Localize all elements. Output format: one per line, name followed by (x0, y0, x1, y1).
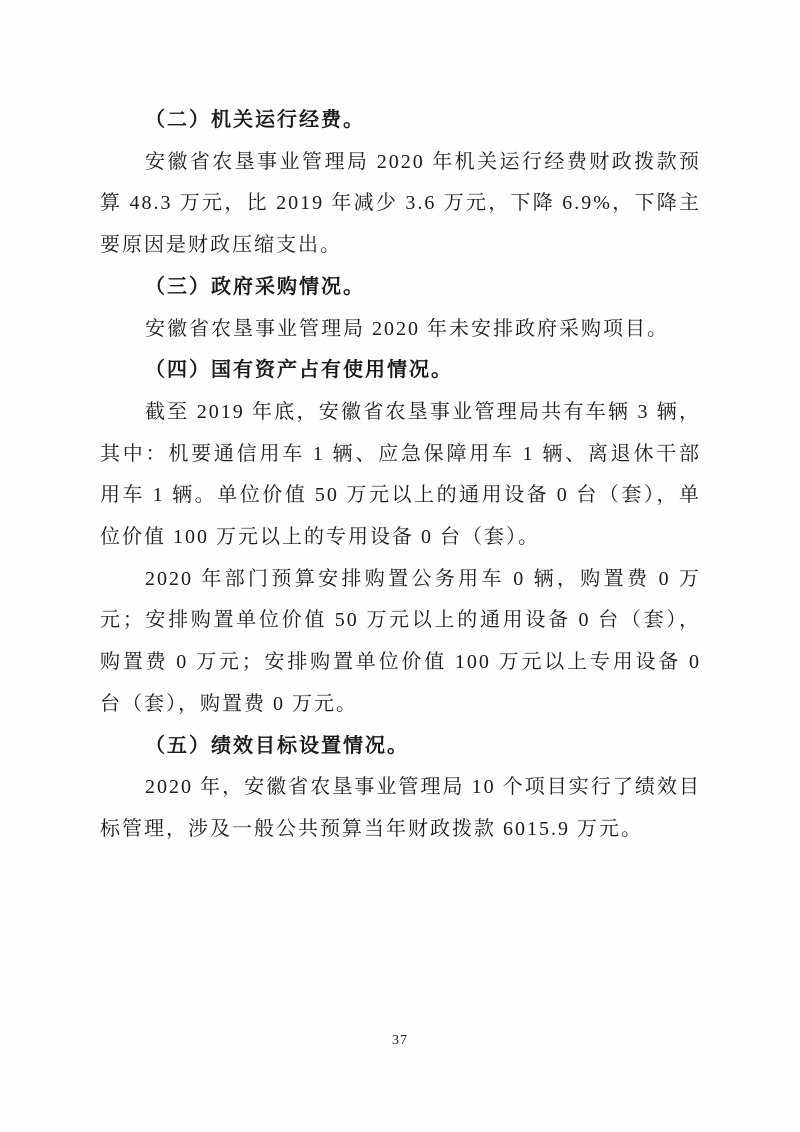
paragraph-government-procurement: 安徽省农垦事业管理局 2020 年未安排政府采购项目。 (145, 317, 669, 340)
section-heading-agency-operating-expenses: （二）机关运行经费。 (145, 109, 365, 131)
paragraph-agency-operating-expenses: 安徽省农垦事业管理局 2020 年机关运行经费财政拨款预算 48.3 万元，比 2019 年减少 3.6 万元，下降 6.9%，下降主要原因是财政压缩支出。 (100, 150, 701, 257)
section-heading-state-assets-usage: （四）国有资产占有使用情况。 (145, 359, 453, 382)
section-heading-government-procurement: （三）政府采购情况。 (145, 275, 365, 298)
section-heading-performance-targets: （五）绩效目标设置情况。 (145, 734, 409, 757)
page-number: 37 (392, 1033, 408, 1048)
paragraph-performance-targets: 2020 年，安徽省农垦事业管理局 10 个项目实行了绩效目标管理，涉及一般公共预算当年财政拨款 6015.9 万元。 (100, 776, 701, 840)
paragraph-state-assets-vehicles: 截至 2019 年底，安徽省农垦事业管理局共有车辆 3 辆，其中：机要通信用车 1 辆、应急保障用车 1 辆、离退休干部用车 1 辆。单位价值 50 万元以上的通用设备 0 台（套），单位价值 100 万元以上的专用设备 0 台（套）。 (100, 400, 701, 549)
document-content (100, 100, 701, 851)
paragraph-state-assets-budget-purchases: 2020 年部门预算安排购置公务用车 0 辆，购置费 0 万元；安排购置单位价值 50 万元以上的通用设备 0 台（套），购置费 0 万元；安排购置单位价值 100 万元以上专用设备 0 台（套），购置费 0 万元。 (100, 567, 701, 715)
